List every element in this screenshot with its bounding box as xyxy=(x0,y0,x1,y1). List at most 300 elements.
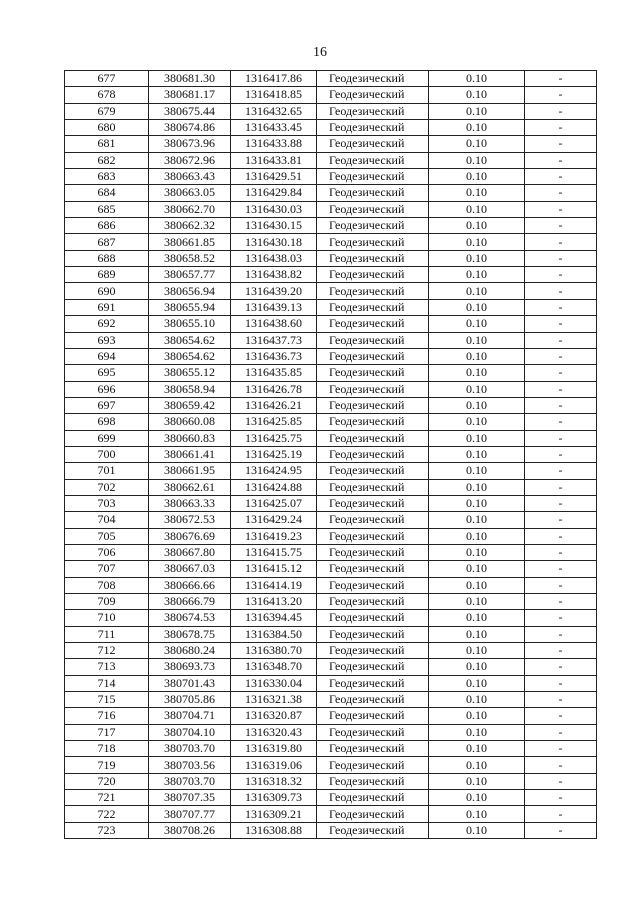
method-cell: Геодезический xyxy=(317,528,429,544)
x-coordinate-cell: 380654.62 xyxy=(149,332,231,348)
accuracy-cell: 0.10 xyxy=(429,136,525,152)
table-row xyxy=(65,643,597,659)
x-coordinate-cell: 380663.05 xyxy=(149,185,231,201)
table-row xyxy=(65,790,597,806)
x-coordinate-cell: 380659.42 xyxy=(149,397,231,413)
table-row xyxy=(65,299,597,315)
point-number-cell: 681 xyxy=(65,136,149,152)
y-coordinate-cell: 1316424.95 xyxy=(231,463,317,479)
method-cell: Геодезический xyxy=(317,610,429,626)
method-cell: Геодезический xyxy=(317,561,429,577)
description-cell: - xyxy=(525,201,597,217)
point-number-cell: 691 xyxy=(65,299,149,315)
table-row xyxy=(65,201,597,217)
accuracy-cell: 0.10 xyxy=(429,348,525,364)
method-cell: Геодезический xyxy=(317,250,429,266)
table-row xyxy=(65,561,597,577)
accuracy-cell: 0.10 xyxy=(429,381,525,397)
method-cell: Геодезический xyxy=(317,643,429,659)
table-row xyxy=(65,741,597,757)
y-coordinate-cell: 1316384.50 xyxy=(231,626,317,642)
y-coordinate-cell: 1316435.85 xyxy=(231,365,317,381)
method-cell: Геодезический xyxy=(317,790,429,806)
method-cell: Геодезический xyxy=(317,397,429,413)
x-coordinate-cell: 380705.86 xyxy=(149,692,231,708)
description-cell: - xyxy=(525,71,597,87)
accuracy-cell: 0.10 xyxy=(429,544,525,560)
y-coordinate-cell: 1316430.15 xyxy=(231,218,317,234)
y-coordinate-cell: 1316438.03 xyxy=(231,250,317,266)
point-number-cell: 684 xyxy=(65,185,149,201)
accuracy-cell: 0.10 xyxy=(429,332,525,348)
table-row xyxy=(65,234,597,250)
description-cell: - xyxy=(525,479,597,495)
description-cell: - xyxy=(525,692,597,708)
accuracy-cell: 0.10 xyxy=(429,577,525,593)
description-cell: - xyxy=(525,299,597,315)
y-coordinate-cell: 1316437.73 xyxy=(231,332,317,348)
method-cell: Геодезический xyxy=(317,103,429,119)
method-cell: Геодезический xyxy=(317,724,429,740)
coordinates-table xyxy=(64,70,597,839)
table-row xyxy=(65,479,597,495)
point-number-cell: 705 xyxy=(65,528,149,544)
table-row xyxy=(65,594,597,610)
x-coordinate-cell: 380663.43 xyxy=(149,169,231,185)
method-cell: Геодезический xyxy=(317,283,429,299)
description-cell: - xyxy=(525,626,597,642)
y-coordinate-cell: 1316425.75 xyxy=(231,430,317,446)
description-cell: - xyxy=(525,267,597,283)
x-coordinate-cell: 380672.53 xyxy=(149,512,231,528)
description-cell: - xyxy=(525,316,597,332)
point-number-cell: 721 xyxy=(65,790,149,806)
description-cell: - xyxy=(525,528,597,544)
accuracy-cell: 0.10 xyxy=(429,692,525,708)
point-number-cell: 682 xyxy=(65,152,149,168)
x-coordinate-cell: 380662.61 xyxy=(149,479,231,495)
table-row xyxy=(65,397,597,413)
y-coordinate-cell: 1316318.32 xyxy=(231,773,317,789)
accuracy-cell: 0.10 xyxy=(429,594,525,610)
method-cell: Геодезический xyxy=(317,120,429,136)
method-cell: Геодезический xyxy=(317,512,429,528)
method-cell: Геодезический xyxy=(317,708,429,724)
x-coordinate-cell: 380666.66 xyxy=(149,577,231,593)
table-row xyxy=(65,463,597,479)
table-row xyxy=(65,512,597,528)
x-coordinate-cell: 380703.70 xyxy=(149,741,231,757)
method-cell: Геодезический xyxy=(317,169,429,185)
y-coordinate-cell: 1316319.80 xyxy=(231,741,317,757)
x-coordinate-cell: 380667.03 xyxy=(149,561,231,577)
point-number-cell: 710 xyxy=(65,610,149,626)
x-coordinate-cell: 380654.62 xyxy=(149,348,231,364)
y-coordinate-cell: 1316429.24 xyxy=(231,512,317,528)
description-cell: - xyxy=(525,446,597,462)
x-coordinate-cell: 380681.30 xyxy=(149,71,231,87)
method-cell: Геодезический xyxy=(317,87,429,103)
table-row xyxy=(65,185,597,201)
y-coordinate-cell: 1316418.85 xyxy=(231,87,317,103)
x-coordinate-cell: 380661.85 xyxy=(149,234,231,250)
point-number-cell: 689 xyxy=(65,267,149,283)
x-coordinate-cell: 380661.95 xyxy=(149,463,231,479)
accuracy-cell: 0.10 xyxy=(429,120,525,136)
table-row xyxy=(65,659,597,675)
y-coordinate-cell: 1316430.03 xyxy=(231,201,317,217)
accuracy-cell: 0.10 xyxy=(429,724,525,740)
y-coordinate-cell: 1316430.18 xyxy=(231,234,317,250)
method-cell: Геодезический xyxy=(317,71,429,87)
accuracy-cell: 0.10 xyxy=(429,479,525,495)
accuracy-cell: 0.10 xyxy=(429,169,525,185)
accuracy-cell: 0.10 xyxy=(429,152,525,168)
x-coordinate-cell: 380660.08 xyxy=(149,414,231,430)
x-coordinate-cell: 380673.96 xyxy=(149,136,231,152)
x-coordinate-cell: 380674.53 xyxy=(149,610,231,626)
point-number-cell: 686 xyxy=(65,218,149,234)
point-number-cell: 683 xyxy=(65,169,149,185)
point-number-cell: 708 xyxy=(65,577,149,593)
method-cell: Геодезический xyxy=(317,446,429,462)
x-coordinate-cell: 380661.41 xyxy=(149,446,231,462)
description-cell: - xyxy=(525,250,597,266)
accuracy-cell: 0.10 xyxy=(429,283,525,299)
method-cell: Геодезический xyxy=(317,626,429,642)
y-coordinate-cell: 1316308.88 xyxy=(231,822,317,838)
y-coordinate-cell: 1316414.19 xyxy=(231,577,317,593)
y-coordinate-cell: 1316415.75 xyxy=(231,544,317,560)
description-cell: - xyxy=(525,381,597,397)
x-coordinate-cell: 380704.10 xyxy=(149,724,231,740)
y-coordinate-cell: 1316433.81 xyxy=(231,152,317,168)
point-number-cell: 698 xyxy=(65,414,149,430)
description-cell: - xyxy=(525,414,597,430)
table-row xyxy=(65,381,597,397)
table-row xyxy=(65,773,597,789)
accuracy-cell: 0.10 xyxy=(429,103,525,119)
x-coordinate-cell: 380658.52 xyxy=(149,250,231,266)
description-cell: - xyxy=(525,544,597,560)
description-cell: - xyxy=(525,218,597,234)
point-number-cell: 678 xyxy=(65,87,149,103)
y-coordinate-cell: 1316348.70 xyxy=(231,659,317,675)
description-cell: - xyxy=(525,152,597,168)
x-coordinate-cell: 380701.43 xyxy=(149,675,231,691)
description-cell: - xyxy=(525,561,597,577)
description-cell: - xyxy=(525,365,597,381)
point-number-cell: 692 xyxy=(65,316,149,332)
point-number-cell: 711 xyxy=(65,626,149,642)
accuracy-cell: 0.10 xyxy=(429,528,525,544)
y-coordinate-cell: 1316319.06 xyxy=(231,757,317,773)
point-number-cell: 718 xyxy=(65,741,149,757)
method-cell: Геодезический xyxy=(317,234,429,250)
point-number-cell: 695 xyxy=(65,365,149,381)
page-number: 16 xyxy=(313,45,327,60)
accuracy-cell: 0.10 xyxy=(429,185,525,201)
accuracy-cell: 0.10 xyxy=(429,250,525,266)
y-coordinate-cell: 1316394.45 xyxy=(231,610,317,626)
point-number-cell: 687 xyxy=(65,234,149,250)
table-row xyxy=(65,414,597,430)
point-number-cell: 696 xyxy=(65,381,149,397)
description-cell: - xyxy=(525,724,597,740)
method-cell: Геодезический xyxy=(317,299,429,315)
description-cell: - xyxy=(525,594,597,610)
description-cell: - xyxy=(525,757,597,773)
method-cell: Геодезический xyxy=(317,692,429,708)
table-row xyxy=(65,806,597,822)
x-coordinate-cell: 380655.94 xyxy=(149,299,231,315)
point-number-cell: 700 xyxy=(65,446,149,462)
point-number-cell: 688 xyxy=(65,250,149,266)
x-coordinate-cell: 380707.35 xyxy=(149,790,231,806)
description-cell: - xyxy=(525,397,597,413)
table-row xyxy=(65,692,597,708)
method-cell: Геодезический xyxy=(317,463,429,479)
point-number-cell: 714 xyxy=(65,675,149,691)
point-number-cell: 719 xyxy=(65,757,149,773)
description-cell: - xyxy=(525,708,597,724)
table-row xyxy=(65,757,597,773)
table-row xyxy=(65,152,597,168)
description-cell: - xyxy=(525,577,597,593)
description-cell: - xyxy=(525,790,597,806)
point-number-cell: 685 xyxy=(65,201,149,217)
y-coordinate-cell: 1316413.20 xyxy=(231,594,317,610)
x-coordinate-cell: 380656.94 xyxy=(149,283,231,299)
method-cell: Геодезический xyxy=(317,332,429,348)
accuracy-cell: 0.10 xyxy=(429,414,525,430)
y-coordinate-cell: 1316415.12 xyxy=(231,561,317,577)
table-row xyxy=(65,136,597,152)
point-number-cell: 690 xyxy=(65,283,149,299)
table-row xyxy=(65,267,597,283)
x-coordinate-cell: 380676.69 xyxy=(149,528,231,544)
point-number-cell: 704 xyxy=(65,512,149,528)
method-cell: Геодезический xyxy=(317,365,429,381)
point-number-cell: 717 xyxy=(65,724,149,740)
point-number-cell: 723 xyxy=(65,822,149,838)
method-cell: Геодезический xyxy=(317,544,429,560)
table-row xyxy=(65,316,597,332)
description-cell: - xyxy=(525,659,597,675)
description-cell: - xyxy=(525,169,597,185)
point-number-cell: 712 xyxy=(65,643,149,659)
coordinates-table-container xyxy=(64,70,596,839)
x-coordinate-cell: 380663.33 xyxy=(149,495,231,511)
table-row xyxy=(65,610,597,626)
method-cell: Геодезический xyxy=(317,381,429,397)
point-number-cell: 699 xyxy=(65,430,149,446)
y-coordinate-cell: 1316425.19 xyxy=(231,446,317,462)
accuracy-cell: 0.10 xyxy=(429,675,525,691)
y-coordinate-cell: 1316424.88 xyxy=(231,479,317,495)
point-number-cell: 706 xyxy=(65,544,149,560)
accuracy-cell: 0.10 xyxy=(429,626,525,642)
point-number-cell: 677 xyxy=(65,71,149,87)
table-row xyxy=(65,120,597,136)
method-cell: Геодезический xyxy=(317,659,429,675)
y-coordinate-cell: 1316436.73 xyxy=(231,348,317,364)
table-row xyxy=(65,822,597,838)
table-row xyxy=(65,626,597,642)
point-number-cell: 716 xyxy=(65,708,149,724)
x-coordinate-cell: 380707.77 xyxy=(149,806,231,822)
table-row xyxy=(65,365,597,381)
accuracy-cell: 0.10 xyxy=(429,643,525,659)
y-coordinate-cell: 1316429.84 xyxy=(231,185,317,201)
y-coordinate-cell: 1316438.82 xyxy=(231,267,317,283)
x-coordinate-cell: 380662.70 xyxy=(149,201,231,217)
accuracy-cell: 0.10 xyxy=(429,790,525,806)
description-cell: - xyxy=(525,773,597,789)
y-coordinate-cell: 1316425.07 xyxy=(231,495,317,511)
x-coordinate-cell: 380672.96 xyxy=(149,152,231,168)
x-coordinate-cell: 380681.17 xyxy=(149,87,231,103)
method-cell: Геодезический xyxy=(317,348,429,364)
y-coordinate-cell: 1316419.23 xyxy=(231,528,317,544)
accuracy-cell: 0.10 xyxy=(429,234,525,250)
description-cell: - xyxy=(525,234,597,250)
y-coordinate-cell: 1316438.60 xyxy=(231,316,317,332)
description-cell: - xyxy=(525,103,597,119)
accuracy-cell: 0.10 xyxy=(429,806,525,822)
point-number-cell: 702 xyxy=(65,479,149,495)
table-row xyxy=(65,348,597,364)
x-coordinate-cell: 380660.83 xyxy=(149,430,231,446)
description-cell: - xyxy=(525,643,597,659)
method-cell: Геодезический xyxy=(317,201,429,217)
accuracy-cell: 0.10 xyxy=(429,659,525,675)
y-coordinate-cell: 1316417.86 xyxy=(231,71,317,87)
x-coordinate-cell: 380675.44 xyxy=(149,103,231,119)
point-number-cell: 701 xyxy=(65,463,149,479)
x-coordinate-cell: 380693.73 xyxy=(149,659,231,675)
method-cell: Геодезический xyxy=(317,430,429,446)
x-coordinate-cell: 380674.86 xyxy=(149,120,231,136)
point-number-cell: 720 xyxy=(65,773,149,789)
accuracy-cell: 0.10 xyxy=(429,757,525,773)
table-row xyxy=(65,169,597,185)
y-coordinate-cell: 1316330.04 xyxy=(231,675,317,691)
method-cell: Геодезический xyxy=(317,479,429,495)
x-coordinate-cell: 380658.94 xyxy=(149,381,231,397)
description-cell: - xyxy=(525,822,597,838)
y-coordinate-cell: 1316439.20 xyxy=(231,283,317,299)
method-cell: Геодезический xyxy=(317,675,429,691)
table-row xyxy=(65,708,597,724)
accuracy-cell: 0.10 xyxy=(429,495,525,511)
y-coordinate-cell: 1316426.21 xyxy=(231,397,317,413)
accuracy-cell: 0.10 xyxy=(429,397,525,413)
point-number-cell: 713 xyxy=(65,659,149,675)
accuracy-cell: 0.10 xyxy=(429,512,525,528)
method-cell: Геодезический xyxy=(317,495,429,511)
coordinates-table-body xyxy=(65,71,597,839)
method-cell: Геодезический xyxy=(317,577,429,593)
method-cell: Геодезический xyxy=(317,594,429,610)
method-cell: Геодезический xyxy=(317,414,429,430)
y-coordinate-cell: 1316433.88 xyxy=(231,136,317,152)
table-row xyxy=(65,577,597,593)
point-number-cell: 709 xyxy=(65,594,149,610)
y-coordinate-cell: 1316320.87 xyxy=(231,708,317,724)
method-cell: Геодезический xyxy=(317,773,429,789)
accuracy-cell: 0.10 xyxy=(429,741,525,757)
y-coordinate-cell: 1316429.51 xyxy=(231,169,317,185)
x-coordinate-cell: 380703.70 xyxy=(149,773,231,789)
method-cell: Геодезический xyxy=(317,185,429,201)
description-cell: - xyxy=(525,741,597,757)
method-cell: Геодезический xyxy=(317,806,429,822)
table-row xyxy=(65,724,597,740)
y-coordinate-cell: 1316309.73 xyxy=(231,790,317,806)
description-cell: - xyxy=(525,185,597,201)
description-cell: - xyxy=(525,332,597,348)
accuracy-cell: 0.10 xyxy=(429,561,525,577)
accuracy-cell: 0.10 xyxy=(429,446,525,462)
x-coordinate-cell: 380704.71 xyxy=(149,708,231,724)
method-cell: Геодезический xyxy=(317,267,429,283)
description-cell: - xyxy=(525,806,597,822)
description-cell: - xyxy=(525,512,597,528)
method-cell: Геодезический xyxy=(317,152,429,168)
point-number-cell: 694 xyxy=(65,348,149,364)
table-row xyxy=(65,218,597,234)
x-coordinate-cell: 380667.80 xyxy=(149,544,231,560)
accuracy-cell: 0.10 xyxy=(429,299,525,315)
accuracy-cell: 0.10 xyxy=(429,316,525,332)
accuracy-cell: 0.10 xyxy=(429,430,525,446)
y-coordinate-cell: 1316309.21 xyxy=(231,806,317,822)
y-coordinate-cell: 1316433.45 xyxy=(231,120,317,136)
accuracy-cell: 0.10 xyxy=(429,218,525,234)
accuracy-cell: 0.10 xyxy=(429,708,525,724)
table-row xyxy=(65,544,597,560)
description-cell: - xyxy=(525,348,597,364)
accuracy-cell: 0.10 xyxy=(429,365,525,381)
y-coordinate-cell: 1316425.85 xyxy=(231,414,317,430)
method-cell: Геодезический xyxy=(317,218,429,234)
accuracy-cell: 0.10 xyxy=(429,201,525,217)
description-cell: - xyxy=(525,120,597,136)
method-cell: Геодезический xyxy=(317,741,429,757)
description-cell: - xyxy=(525,675,597,691)
x-coordinate-cell: 380680.24 xyxy=(149,643,231,659)
description-cell: - xyxy=(525,136,597,152)
table-row xyxy=(65,332,597,348)
table-row xyxy=(65,528,597,544)
method-cell: Геодезический xyxy=(317,822,429,838)
x-coordinate-cell: 380703.56 xyxy=(149,757,231,773)
point-number-cell: 715 xyxy=(65,692,149,708)
table-row xyxy=(65,250,597,266)
y-coordinate-cell: 1316320.43 xyxy=(231,724,317,740)
point-number-cell: 693 xyxy=(65,332,149,348)
accuracy-cell: 0.10 xyxy=(429,773,525,789)
table-row xyxy=(65,675,597,691)
method-cell: Геодезический xyxy=(317,316,429,332)
description-cell: - xyxy=(525,610,597,626)
description-cell: - xyxy=(525,87,597,103)
x-coordinate-cell: 380657.77 xyxy=(149,267,231,283)
table-row xyxy=(65,495,597,511)
description-cell: - xyxy=(525,283,597,299)
method-cell: Геодезический xyxy=(317,136,429,152)
